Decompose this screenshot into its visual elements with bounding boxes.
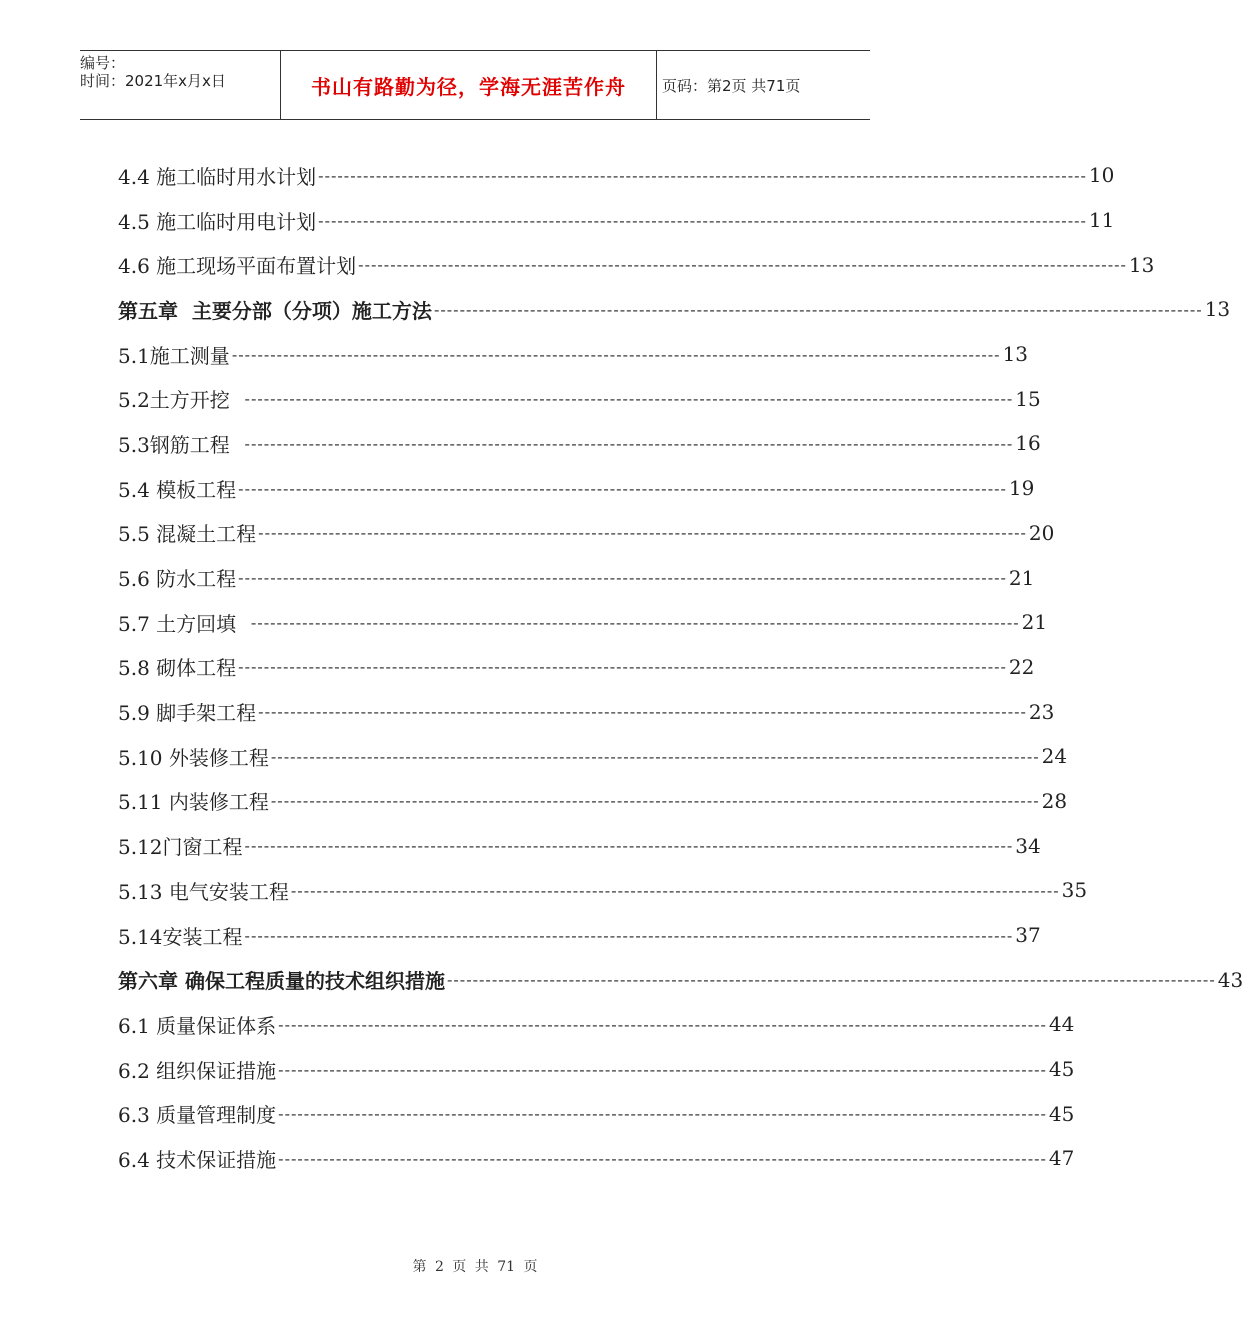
toc-entry-label: 5.7 土方回填 — [118, 611, 249, 636]
document-number-label: 编号： — [80, 54, 126, 72]
toc-entry-page-number: 20 — [1028, 520, 1055, 545]
toc-entry-label: 5.14安装工程 — [118, 924, 243, 949]
toc-entry[interactable] — [118, 555, 1035, 600]
toc-entry-label: 5.3钢筋工程 — [118, 432, 243, 457]
toc-entry[interactable] — [118, 421, 1041, 466]
toc-dot-leader: ------------------------------------------------------------------------------------------------------------------------ — [244, 433, 1014, 453]
toc-entry[interactable] — [118, 779, 1068, 824]
toc-dot-leader: ------------------------------------------------------------------------------------------------------------------------ — [290, 880, 1060, 900]
toc-entry-label: 4.6 施工现场平面布置计划 — [118, 254, 357, 279]
toc-entry[interactable] — [118, 153, 1115, 198]
document-time-label: 时间：2021年x月x日 — [80, 72, 226, 90]
toc-dot-leader: ------------------------------------------------------------------------------------------------------------------------ — [238, 657, 1007, 677]
toc-dot-leader: ------------------------------------------------------------------------------------------------------------------------ — [250, 612, 1020, 632]
toc-entry-page-number: 22 — [1008, 654, 1035, 679]
toc-entry-label: 5.1施工测量 — [118, 343, 230, 368]
toc-entry-label: 4.4 施工临时用水计划 — [118, 164, 317, 189]
toc-entry-label: 6.3 质量管理制度 — [118, 1103, 277, 1128]
toc-dot-leader: ------------------------------------------------------------------------------------------------------------------------ — [231, 344, 1001, 364]
toc-entry-page-number: 13 — [1204, 297, 1231, 322]
toc-entry-page-number: 45 — [1048, 1101, 1075, 1126]
header-motto-cell — [280, 51, 657, 119]
toc-dot-leader: ------------------------------------------------------------------------------------------------------------------------ — [238, 478, 1007, 498]
header-page-info-cell — [662, 51, 870, 119]
header-motto: 书山有路勤为径，学海无涯苦作舟 — [311, 74, 626, 99]
toc-entry-label: 5.11 内装修工程 — [118, 790, 269, 815]
toc-entry-page-number: 13 — [1002, 342, 1029, 367]
toc-entry-page-number: 35 — [1061, 878, 1088, 903]
toc-entry-label: 5.4 模板工程 — [118, 477, 237, 502]
toc-entry[interactable] — [118, 466, 1035, 511]
toc-entry-label: 5.10 外装修工程 — [118, 745, 269, 770]
toc-entry[interactable] — [118, 511, 1055, 556]
toc-entry-page-number: 34 — [1015, 833, 1041, 858]
toc-dot-leader: ------------------------------------------------------------------------------------------------------------------------ — [238, 568, 1007, 588]
toc-entry-label: 第六章 确保工程质量的技术组织措施 — [118, 969, 445, 994]
toc-entry-label: 第五章 主要分部（分项）施工方法 — [118, 298, 432, 323]
toc-entry-page-number: 11 — [1088, 208, 1115, 233]
toc-dot-leader: ------------------------------------------------------------------------------------------------------------------------ — [270, 746, 1040, 766]
toc-entry-page-number: 21 — [1008, 565, 1035, 590]
toc-entry[interactable] — [118, 645, 1035, 690]
toc-entry-page-number: 21 — [1021, 610, 1048, 635]
page-footer: 第 2 页 共 71 页 — [412, 1259, 538, 1275]
toc-dot-leader: ------------------------------------------------------------------------------------------------------------------------ — [278, 1059, 1047, 1079]
toc-entry-label: 5.5 混凝土工程 — [118, 522, 257, 547]
toc-entry-label: 5.2土方开挖 — [118, 388, 243, 413]
toc-entry-page-number: 45 — [1048, 1057, 1075, 1082]
toc-entry[interactable] — [118, 242, 1155, 287]
header-page-info: 页码：第2页 共71页 — [662, 76, 801, 95]
page-header — [80, 50, 870, 120]
toc-dot-leader: ------------------------------------------------------------------------------------------------------------------------ — [318, 165, 1087, 185]
toc-dot-leader: ------------------------------------------------------------------------------------------------------------------------ — [244, 389, 1014, 409]
toc-entry[interactable] — [118, 1002, 1075, 1047]
toc-dot-leader: ------------------------------------------------------------------------------------------------------------------------ — [358, 255, 1127, 275]
toc-entry[interactable] — [118, 376, 1041, 421]
toc-entry[interactable] — [118, 868, 1088, 913]
toc-dot-leader: ------------------------------------------------------------------------------------------------------------------------ — [258, 702, 1027, 722]
toc-dot-leader: ------------------------------------------------------------------------------------------------------------------------ — [318, 210, 1087, 230]
toc-entry-page-number: 37 — [1015, 923, 1041, 948]
toc-entry[interactable] — [118, 332, 1029, 377]
toc-dot-leader: ------------------------------------------------------------------------------------------------------------------------ — [278, 1014, 1047, 1034]
toc-entry[interactable] — [118, 823, 1041, 868]
toc-entry[interactable] — [118, 1047, 1075, 1092]
toc-entry[interactable] — [118, 1136, 1075, 1181]
toc-entry-label: 5.6 防水工程 — [118, 567, 237, 592]
toc-entry-label: 4.5 施工临时用电计划 — [118, 209, 317, 234]
toc-dot-leader: ------------------------------------------------------------------------------------------------------------------------ — [258, 523, 1027, 543]
toc-entry-page-number: 19 — [1008, 476, 1035, 501]
toc-dot-leader: ------------------------------------------------------------------------------------------------------------------------ — [278, 1104, 1047, 1124]
toc-entry-page-number: 28 — [1041, 788, 1068, 813]
toc-dot-leader: ------------------------------------------------------------------------------------------------------------------------ — [244, 836, 1014, 856]
toc-dot-leader: ------------------------------------------------------------------------------------------------------------------------ — [446, 970, 1216, 990]
toc-entry[interactable] — [118, 913, 1041, 958]
table-of-contents — [118, 153, 1243, 1181]
toc-entry-label: 5.9 脚手架工程 — [118, 701, 257, 726]
toc-entry-page-number: 10 — [1088, 163, 1115, 188]
toc-entry[interactable] — [118, 734, 1068, 779]
toc-entry-page-number: 13 — [1128, 252, 1155, 277]
header-meta — [80, 51, 280, 122]
toc-entry-page-number: 15 — [1015, 386, 1041, 411]
toc-entry-page-number: 43 — [1217, 967, 1243, 992]
toc-entry-label: 6.2 组织保证措施 — [118, 1058, 277, 1083]
toc-entry[interactable] — [118, 689, 1055, 734]
toc-entry-page-number: 44 — [1048, 1012, 1075, 1037]
toc-entry[interactable] — [118, 600, 1048, 645]
toc-entry-page-number: 23 — [1028, 699, 1055, 724]
toc-dot-leader: ------------------------------------------------------------------------------------------------------------------------ — [270, 791, 1040, 811]
toc-dot-leader: ------------------------------------------------------------------------------------------------------------------------ — [244, 925, 1014, 945]
toc-entry-label: 5.13 电气安装工程 — [118, 879, 289, 904]
toc-entry-label: 6.4 技术保证措施 — [118, 1147, 277, 1172]
toc-chapter-entry[interactable] — [118, 287, 1231, 332]
toc-entry-page-number: 47 — [1048, 1146, 1075, 1171]
toc-entry[interactable] — [118, 1091, 1075, 1136]
toc-entry-label: 6.1 质量保证体系 — [118, 1013, 277, 1038]
toc-entry[interactable] — [118, 198, 1115, 243]
toc-entry-label: 5.8 砌体工程 — [118, 656, 237, 681]
toc-dot-leader: ------------------------------------------------------------------------------------------------------------------------ — [433, 299, 1203, 319]
toc-dot-leader: ------------------------------------------------------------------------------------------------------------------------ — [278, 1148, 1047, 1168]
toc-entry-page-number: 24 — [1041, 744, 1068, 769]
toc-entry-page-number: 16 — [1015, 431, 1041, 456]
toc-entry-label: 5.12门窗工程 — [118, 835, 243, 860]
toc-chapter-entry[interactable] — [118, 957, 1243, 1002]
